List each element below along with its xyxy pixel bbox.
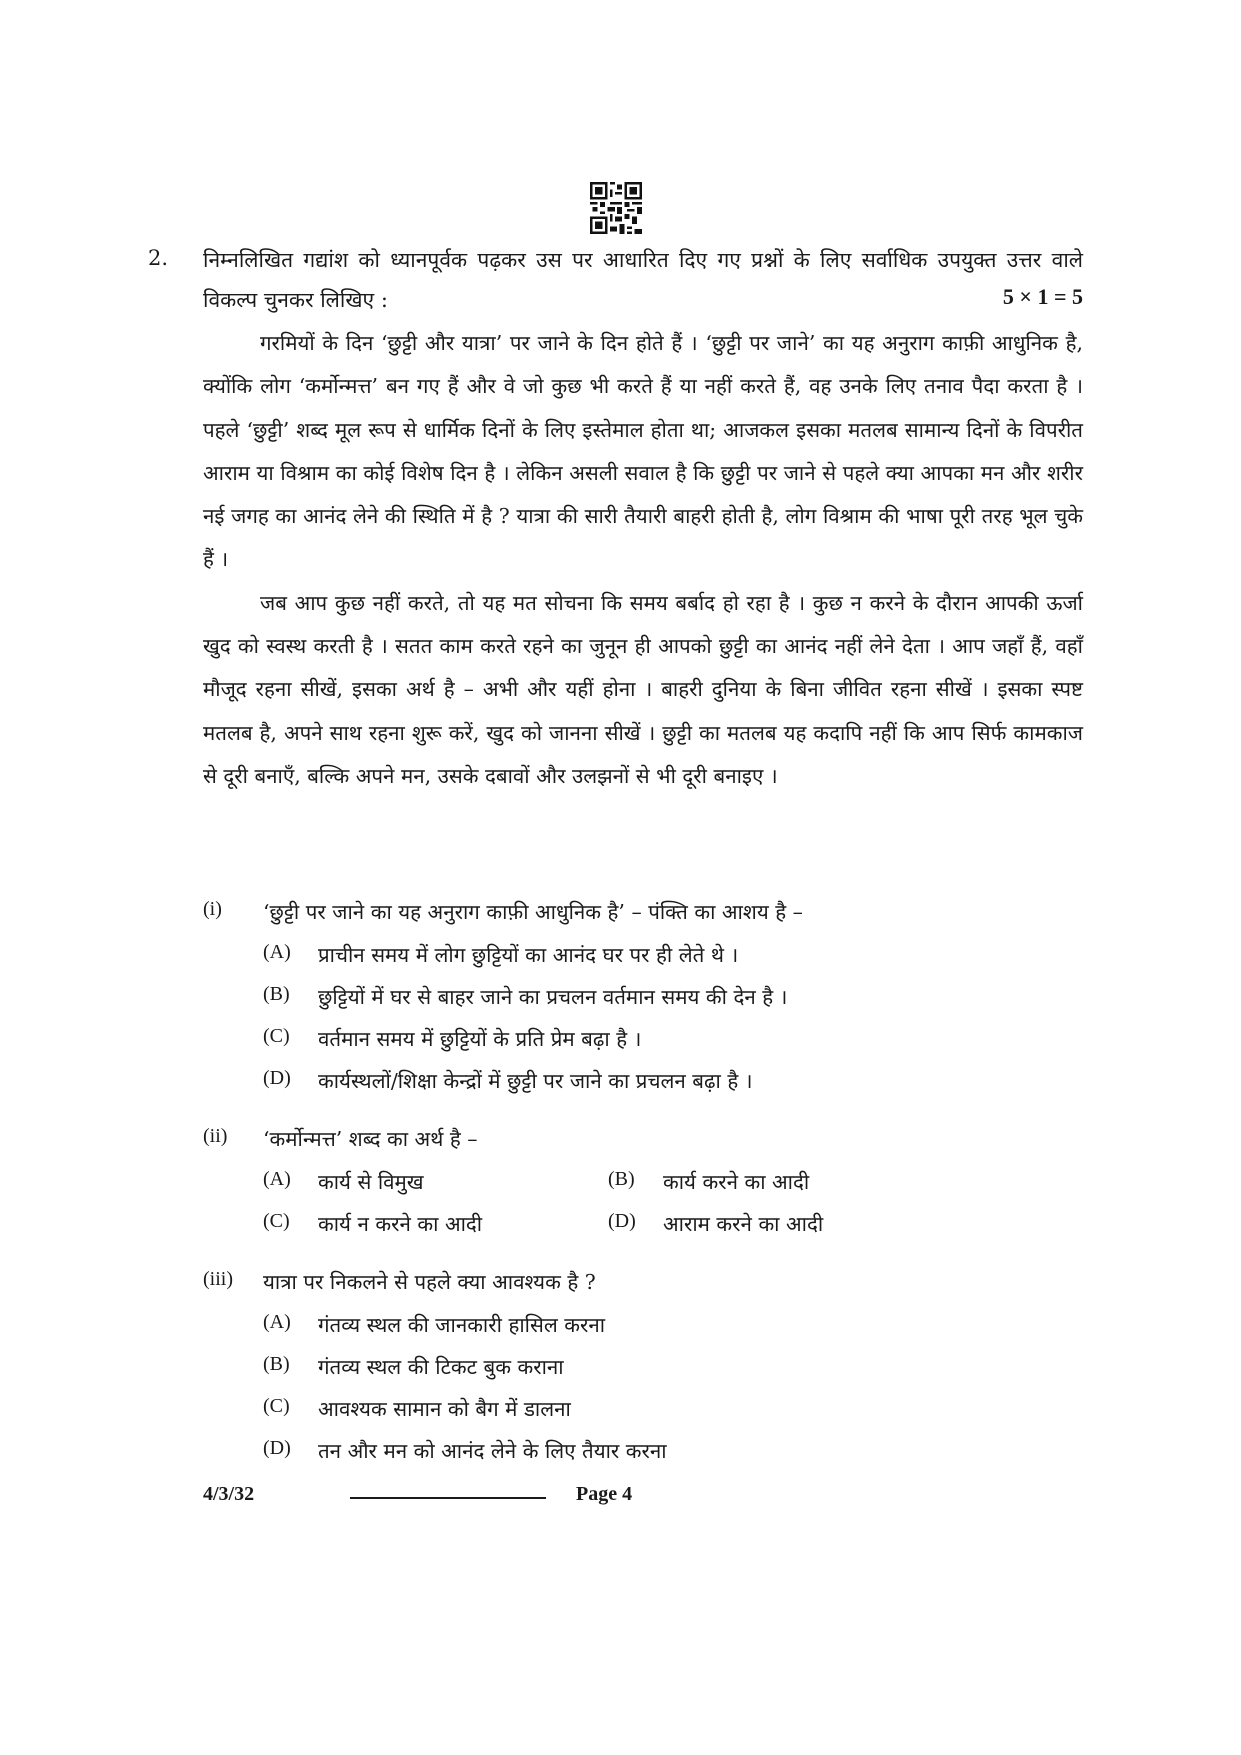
option-text: आवश्यक सामान को बैग में डालना	[318, 1397, 571, 1421]
option-text: तन और मन को आनंद लेने के लिए तैयार करना	[318, 1439, 667, 1463]
question-marks: 5 × 1 = 5	[1002, 284, 1083, 309]
question-number: 2.	[148, 246, 169, 270]
subquestion-number: (ii)	[203, 1125, 228, 1147]
footer-divider	[350, 1497, 546, 1499]
paper-code: 4/3/32	[203, 1483, 255, 1505]
option-key: (D)	[608, 1210, 636, 1232]
passage-paragraph-2: जब आप कुछ नहीं करते, तो यह मत सोचना कि समय बर्बाद हो रहा है । कुछ न करने के दौरान आपकी ऊर्जा खुद को स्वस्थ करती है । सतत काम करते रहने का जुनून ही आपको छुट्टी का आनंद नहीं लेने देता । आप जहाँ हैं, वहाँ मौजूद रहना सीखें, इसका अर्थ है – अभी और यहीं होना । बाहरी दुनिया के बिना जीवित रहना सीखें । इसका स्पष्ट मतलब है, अपने साथ रहना शुरू करें, खुद को जानना सीखें । छुट्टी का मतलब यह कदापि नहीं कि आप सिर्फ कामकाज से दूरी बनाएँ, बल्कि अपने मन, उसके दबावों और उलझनों से भी दूरी बनाइए ।	[203, 590, 1083, 788]
subquestion-number: (iii)	[203, 1268, 233, 1290]
option-text: कार्य से विमुख	[318, 1170, 424, 1194]
option-text: गंतव्य स्थल की टिकट बुक कराना	[318, 1355, 564, 1379]
subquestion-number: (i)	[203, 898, 222, 920]
question-instruction: निम्नलिखित गद्यांश को ध्यानपूर्वक पढ़कर उस पर आधारित दिए गए प्रश्नों के लिए सर्वाधिक उपयुक्त उत्तर वाले विकल्प चुनकर लिखिए :	[203, 248, 1083, 312]
subquestion-text: यात्रा पर निकलने से पहले क्या आवश्यक है ?	[263, 1270, 596, 1294]
option-text: गंतव्य स्थल की जानकारी हासिल करना	[318, 1313, 606, 1337]
option-key: (B)	[263, 1353, 290, 1375]
option-key: (B)	[608, 1168, 635, 1190]
option-key: (B)	[263, 983, 290, 1005]
option-key: (A)	[263, 941, 291, 963]
option-text: कार्य न करने का आदी	[318, 1212, 483, 1236]
option-text: प्राचीन समय में लोग छुट्टियों का आनंद घर पर ही लेते थे ।	[318, 943, 739, 967]
passage	[203, 322, 1083, 798]
option-key: (A)	[263, 1311, 291, 1333]
option-text: छुट्टियों में घर से बाहर जाने का प्रचलन वर्तमान समय की देन है ।	[318, 985, 788, 1009]
qr-code-icon	[590, 182, 642, 234]
subquestion-text: ‘कर्मोन्मत्त’ शब्द का अर्थ है –	[263, 1127, 478, 1151]
option-key: (A)	[263, 1168, 291, 1190]
subquestion-text: ‘छुट्टी पर जाने का यह अनुराग काफ़ी आधुनिक है’ – पंक्ति का आशय है –	[263, 900, 803, 924]
option-key: (C)	[263, 1395, 290, 1417]
option-text: कार्यस्थलों/शिक्षा केन्द्रों में छुट्टी पर जाने का प्रचलन बढ़ा है ।	[318, 1069, 753, 1093]
option-text: आराम करने का आदी	[663, 1212, 824, 1236]
option-key: (C)	[263, 1210, 290, 1232]
option-text: वर्तमान समय में छुट्टियों के प्रति प्रेम बढ़ा है ।	[318, 1027, 642, 1051]
option-key: (D)	[263, 1067, 291, 1089]
option-text: कार्य करने का आदी	[663, 1170, 810, 1194]
option-key: (C)	[263, 1025, 290, 1047]
page-number: Page 4	[576, 1483, 633, 1505]
option-key: (D)	[263, 1437, 291, 1459]
passage-paragraph-1: गरमियों के दिन ‘छुट्टी और यात्रा’ पर जाने के दिन होते हैं । ‘छुट्टी पर जाने’ का यह अनुराग काफ़ी आधुनिक है, क्योंकि लोग ‘कर्मोन्मत्त’ बन गए हैं और वे जो कुछ भी करते हैं या नहीं करते हैं, वह उनके लिए तनाव पैदा करता है । पहले ‘छुट्टी’ शब्द मूल रूप से धार्मिक दिनों के लिए इस्तेमाल होता था; आजकल इसका मतलब सामान्य दिनों के विपरीत आराम या विश्राम का कोई विशेष दिन है । लेकिन असली सवाल है कि छुट्टी पर जाने से पहले क्या आपका मन और शरीर नई जगह का आनंद लेने की स्थिति में है ? यात्रा की सारी तैयारी बाहरी होती है, लोग विश्राम की भाषा पूरी तरह भूल चुके हैं ।	[203, 331, 1083, 572]
